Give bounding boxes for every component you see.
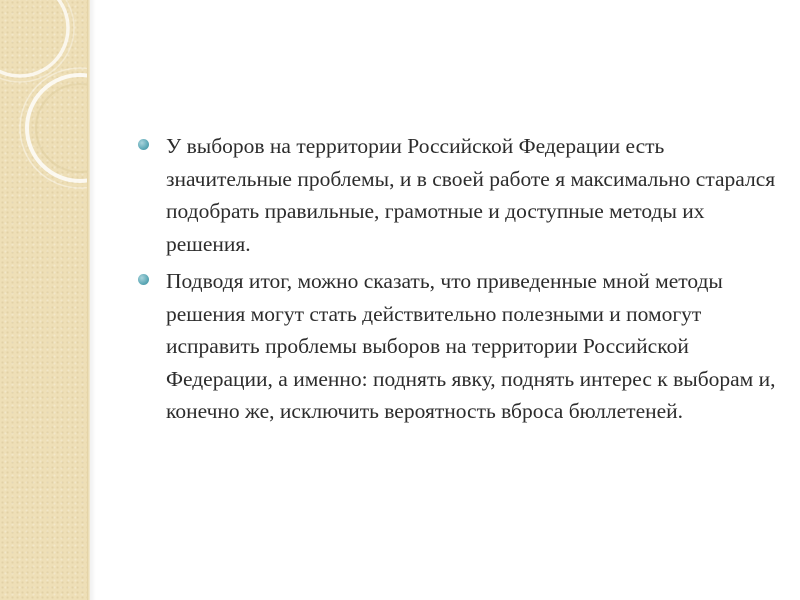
decorative-rings-icon bbox=[0, 0, 87, 600]
bullet-text: У выборов на территории Российской Федерации есть значительные проблемы, и в своей работе я максимально старался подобрать правильные, грамотные и доступные методы их решения. bbox=[166, 134, 776, 256]
slide-content bbox=[137, 130, 777, 433]
bullet-item bbox=[137, 265, 777, 428]
bullet-dot-icon bbox=[138, 139, 149, 150]
bullet-text: Подводя итог, можно сказать, что приведенные мной методы решения могут стать действительно полезными и помогут исправить проблемы выборов на территории Российской Федерации, а именно: поднять явку, поднять интерес к выборам и, конечно же, исключить вероятность вброса бюллетеней. bbox=[166, 269, 776, 423]
bullet-list bbox=[137, 130, 777, 428]
decorative-side-panel bbox=[0, 0, 87, 600]
bullet-dot-icon bbox=[138, 274, 149, 285]
bullet-item bbox=[137, 130, 777, 260]
side-panel-shadow bbox=[90, 0, 96, 600]
